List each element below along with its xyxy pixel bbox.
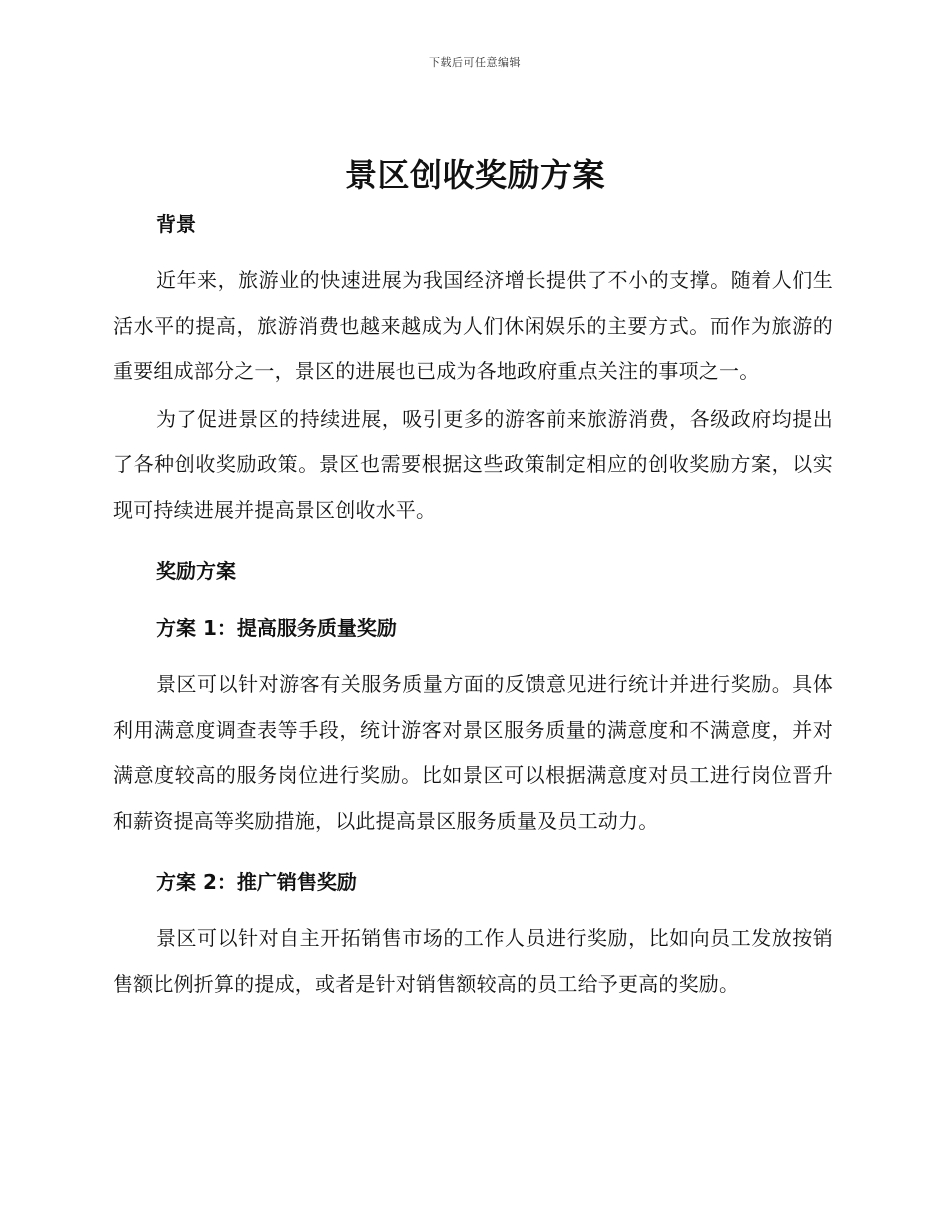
plan2-heading: 方案 2：推广销售奖励 [156, 870, 357, 894]
plan2-paragraph: 景区可以针对自主开拓销售市场的工作人员进行奖励，比如向员工发放按销售额比例折算的提成，或者是针对销售额较高的员工给予更高的奖励。 [113, 926, 833, 996]
plan-heading: 奖励方案 [156, 559, 236, 583]
header-note: 下载后可任意编辑 [429, 56, 521, 69]
document-title: 景区创收奖励方案 [344, 156, 605, 194]
background-paragraph-1: 近年来，旅游业的快速进展为我国经济增长提供了不小的支撑。随着人们生活水平的提高，旅游消费也越来越成为人们休闲娱乐的主要方式。而作为旅游的重要组成部分之一，景区的进展也已成为各地政府重点关注的事项之一。 [113, 268, 833, 383]
document-body [113, 200, 833, 1007]
background-heading: 背景 [156, 212, 196, 236]
plan1-paragraph: 景区可以针对游客有关服务质量方面的反馈意见进行统计并进行奖励。具体利用满意度调查表等手段，统计游客对景区服务质量的满意度和不满意度，并对满意度较高的服务岗位进行奖励。比如景区可以根据满意度对员工进行岗位晋升和薪资提高等奖励措施，以此提高景区服务质量及员工动力。 [113, 672, 833, 833]
background-paragraph-2: 为了促进景区的持续进展，吸引更多的游客前来旅游消费，各级政府均提出了各种创收奖励政策。景区也需要根据这些政策制定相应的创收奖励方案，以实现可持续进展并提高景区创收水平。 [113, 406, 833, 522]
plan1-heading: 方案 1：提高服务质量奖励 [156, 616, 397, 640]
